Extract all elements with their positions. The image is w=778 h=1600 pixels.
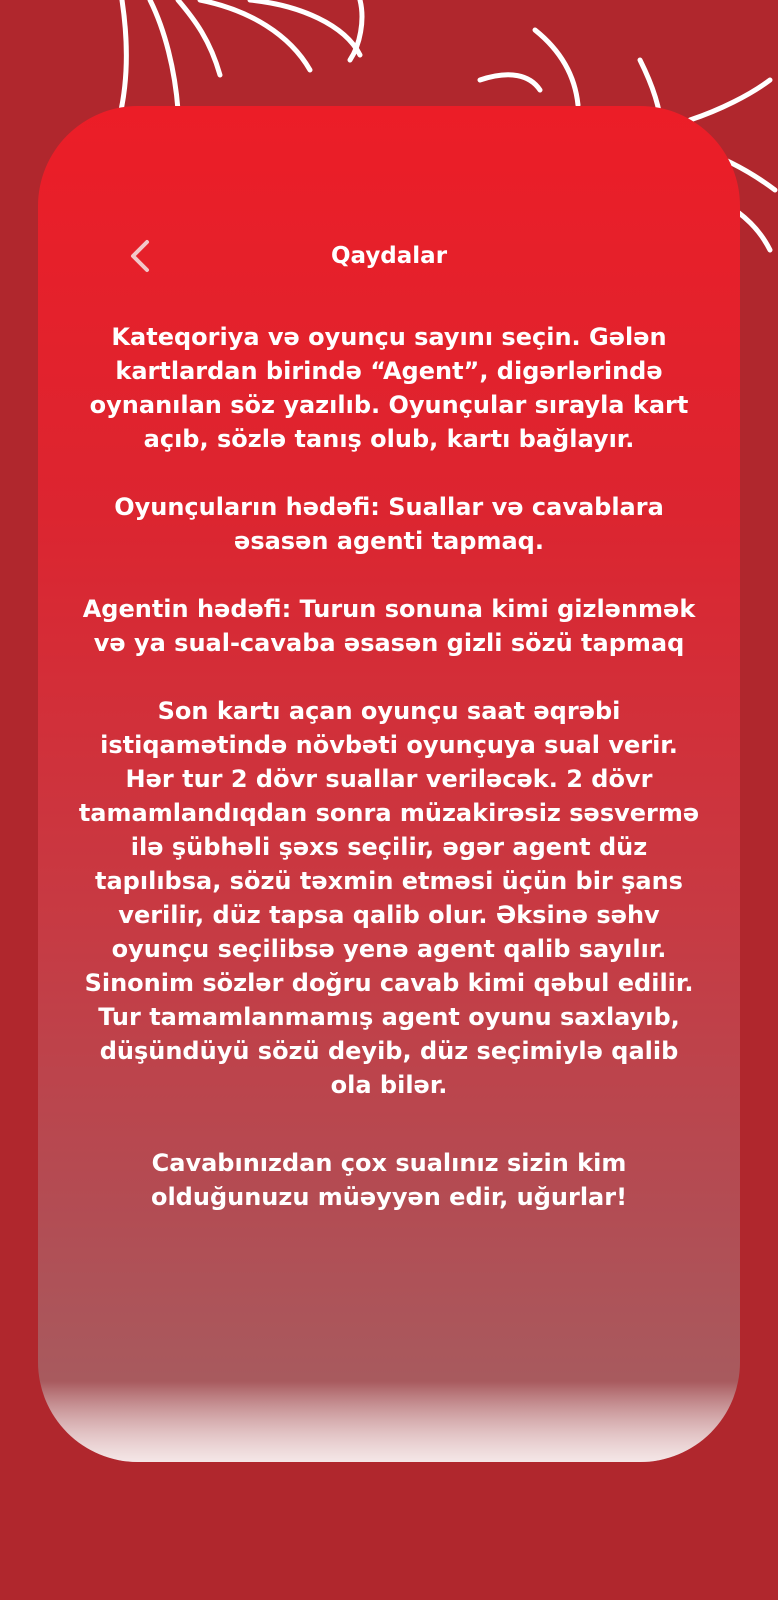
rules-paragraph-agent-goal: Agentin hədəfi: Turun sonuna kimi gizlənmək və ya sual-cavaba əsasən gizli sözü tapmaq	[82, 595, 696, 657]
header-bar	[38, 226, 740, 286]
rules-paragraph-setup: Kateqoriya və oyunçu sayını seçin. Gələn kartlardan birində “Agent”, digərlərində oynanılan söz yazılıb. Oyunçular sırayla kart açıb, sözlə tanış olub, kartı bağlayır.	[89, 323, 689, 453]
card-bottom-fade	[38, 1382, 740, 1462]
rules-paragraph-gameplay: Son kartı açan oyunçu saat əqrəbi istiqamətində növbəti oyunçuya sual verir. Hər tur 2 dövr suallar veriləcək. 2 dövr tamamlandıqdan sonra müzakirəsiz səsvermə ilə şübhəli şəxs seçilir, əgər agent düz tapılıbsa, sözü təxmin etməsi üçün bir şans verilir, düz tapsa qalib olur. Əksinə səhv oyunçu seçilibsə yenə agent qalib sayılır. Sinonim sözlər doğru cavab kimi qəbul edilir. Tur tamamlanmamış agent oyunu saxlayıb, düşündüyü sözü deyib, düz seçimiylə qalib ola bilər.	[78, 697, 700, 1099]
rules-card	[38, 106, 740, 1462]
rules-text	[78, 320, 700, 1248]
rules-paragraph-players-goal: Oyunçuların hədəfi: Suallar və cavablara əsasən agenti tapmaq.	[114, 493, 664, 555]
page-title: Qaydalar	[330, 243, 448, 269]
rules-paragraph-closing: Cavabınızdan çox sualınız sizin kim olduğunuzu müəyyən edir, uğurlar!	[150, 1149, 628, 1211]
